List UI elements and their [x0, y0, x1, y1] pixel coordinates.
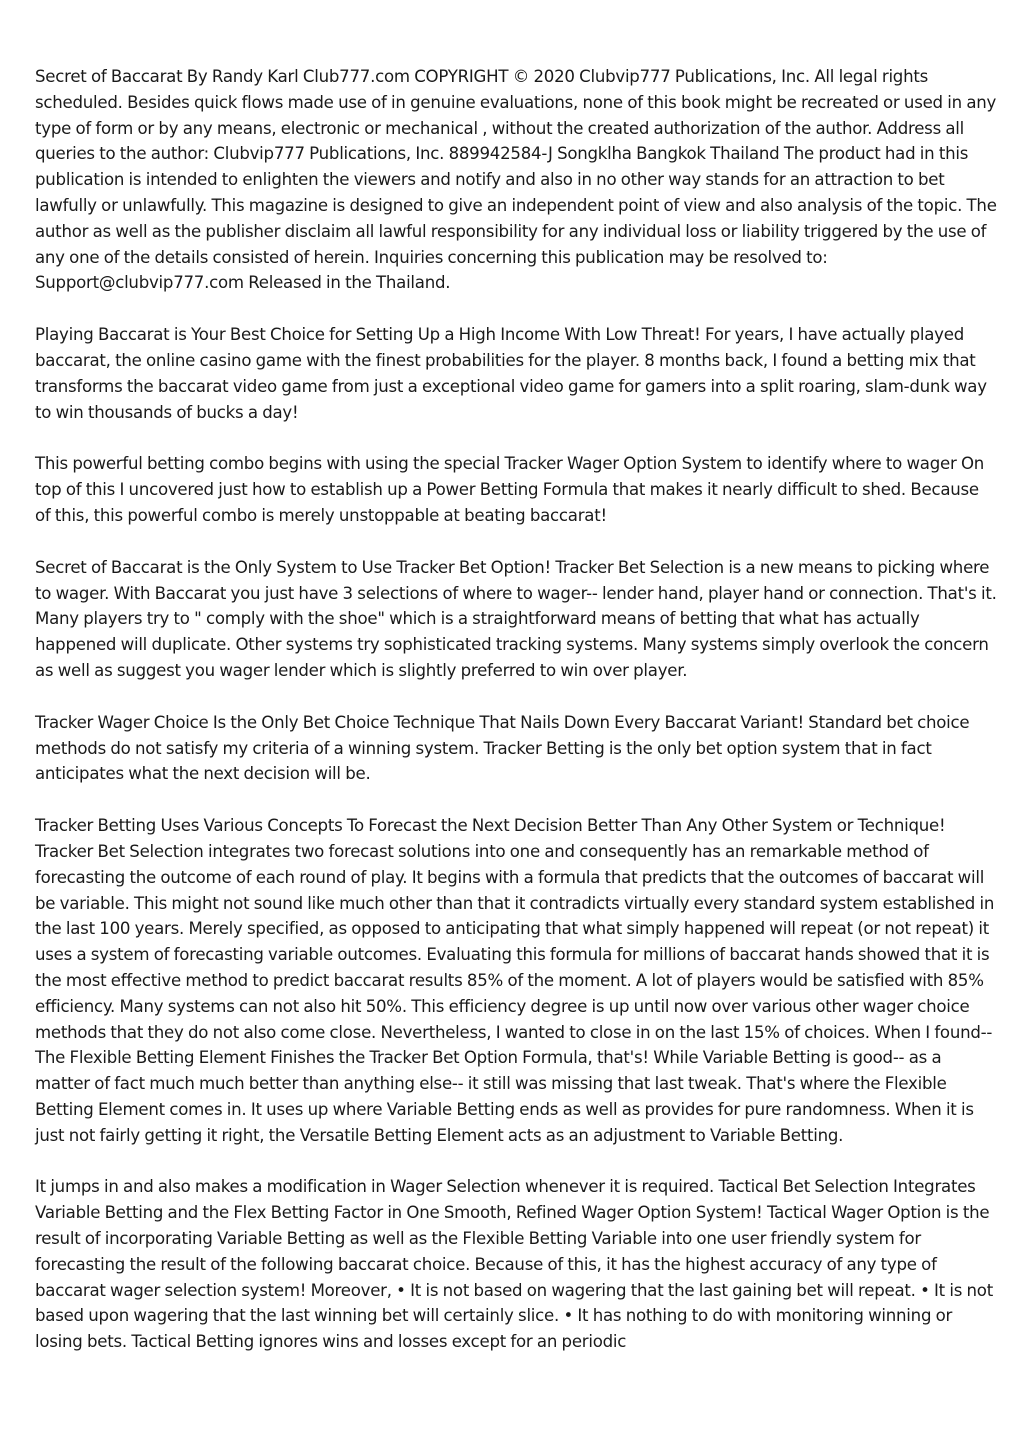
paragraph-betting-combo: This powerful betting combo begins with using the special Tracker Wager Option System to identify where to wager On top of this I uncovered just how to establish up a Power Betting Formula that makes it nearly difficult to shed. Because of this, this powerful combo is merely unstoppable at beating baccarat! [35, 454, 985, 525]
paragraph-tracker-betting-concepts: Tracker Betting Uses Various Concepts To Forecast the Next Decision Better Than Any Other System or Technique! Tracker Bet Selection integrates two forecast solutions into one and consequently has an remarkable method of forecasting the outcome of each round of play. It begins with a formula that predicts that the outcomes of baccarat will be variable. This might not sound like much other than that it contradicts virtually every standard system established in the last 100 years. Merely specified, as opposed to anticipating that what simply happened will repeat (or not repeat) it uses a system of forecasting variable outcomes. Evaluating this formula for millions of baccarat hands showed that it is the most effective method to predict baccarat results 85% of the moment. A lot of players would be satisfied with 85% efficiency. Many systems can not also hit 50%. This efficiency degree is up until now over various other wager choice methods that they do not also come close. Nevertheless, I wanted to close in on the last 15% of choices. When I found-- The Flexible Betting Element Finishes the Tracker Bet Option Formula, that's! While Variable Betting is good-- as a matter of fact much much better than anything else-- it still was missing that last tweak. That's where the Flexible Betting Element comes in. It uses up where Variable Betting ends as well as provides for pure randomness. When it is just not fairly getting it right, the Versatile Betting Element acts as an adjustment to Variable Betting. [35, 816, 995, 1145]
paragraph-tactical-bet-selection: It jumps in and also makes a modification in Wager Selection whenever it is required. Tactical Bet Selection Integrates Variable Betting and the Flex Betting Factor in One Smooth, Refined Wager Option System! Tactical Wager Option is the result of incorporating Variable Betting as well as the Flexible Betting Variable into one user friendly system for forecasting the result of the following baccarat choice. Because of this, it has the highest accuracy of any type of baccarat wager selection system! Moreover, • It is not based on wagering that the last gaining bet will repeat. • It is not based upon wagering that the last winning bet will certainly slice. • It has nothing to do with monitoring winning or losing bets. Tactical Betting ignores wins and losses except for an periodic [35, 1177, 993, 1352]
paragraph-tracker-bet-option: Secret of Baccarat is the Only System to Use Tracker Bet Option! Tracker Bet Selection is a new means to picking where to wager. With Baccarat you just have 3 selections of where to wager-- lender hand, player hand or connection. That's it. Many players try to " comply with the shoe" which is a straightforward means of betting that what has actually happened will duplicate. Other systems try sophisticated tracking systems. Many systems simply overlook the concern as well as suggest you wager lender which is slightly preferred to win over player. [35, 557, 997, 680]
document-page [35, 64, 997, 1355]
paragraph-copyright: Secret of Baccarat By Randy Karl Club777.com COPYRIGHT © 2020 Clubvip777 Publications, Inc. All legal rights scheduled. Besides quick flows made use of in genuine evaluations, none of this book might be recreated or used in any type of form or by any means, electronic or mechanical , without the created authorization of the author. Address all queries to the author: Clubvip777 Publications, Inc. 889942584-J Songklha Bangkok Thailand The product had in this publication is intended to enlighten the viewers and notify and also in no other way stands for an attraction to bet lawfully or unlawfully. This magazine is designed to give an independent point of view and also analysis of the topic. The author as well as the publisher disclaim all lawful responsibility for any individual loss or liability triggered by the use of any one of the details consisted of herein. Inquiries concerning this publication may be resolved to: Support@clubvip777.com Released in the Thailand. [35, 67, 997, 293]
paragraph-tracker-wager-choice: Tracker Wager Choice Is the Only Bet Choice Technique That Nails Down Every Baccarat Variant! Standard bet choice methods do not satisfy my criteria of a winning system. Tracker Betting is the only bet option system that in fact anticipates what the next decision will be. [35, 712, 970, 784]
paragraph-playing-baccarat: Playing Baccarat is Your Best Choice for Setting Up a High Income With Low Threat! For years, I have actually played baccarat, the online casino game with the finest probabilities for the player. 8 months back, I found a betting mix that transforms the baccarat video game from just a exceptional video game for gamers into a split roaring, slam-dunk way to win thousands of bucks a day! [35, 325, 987, 422]
